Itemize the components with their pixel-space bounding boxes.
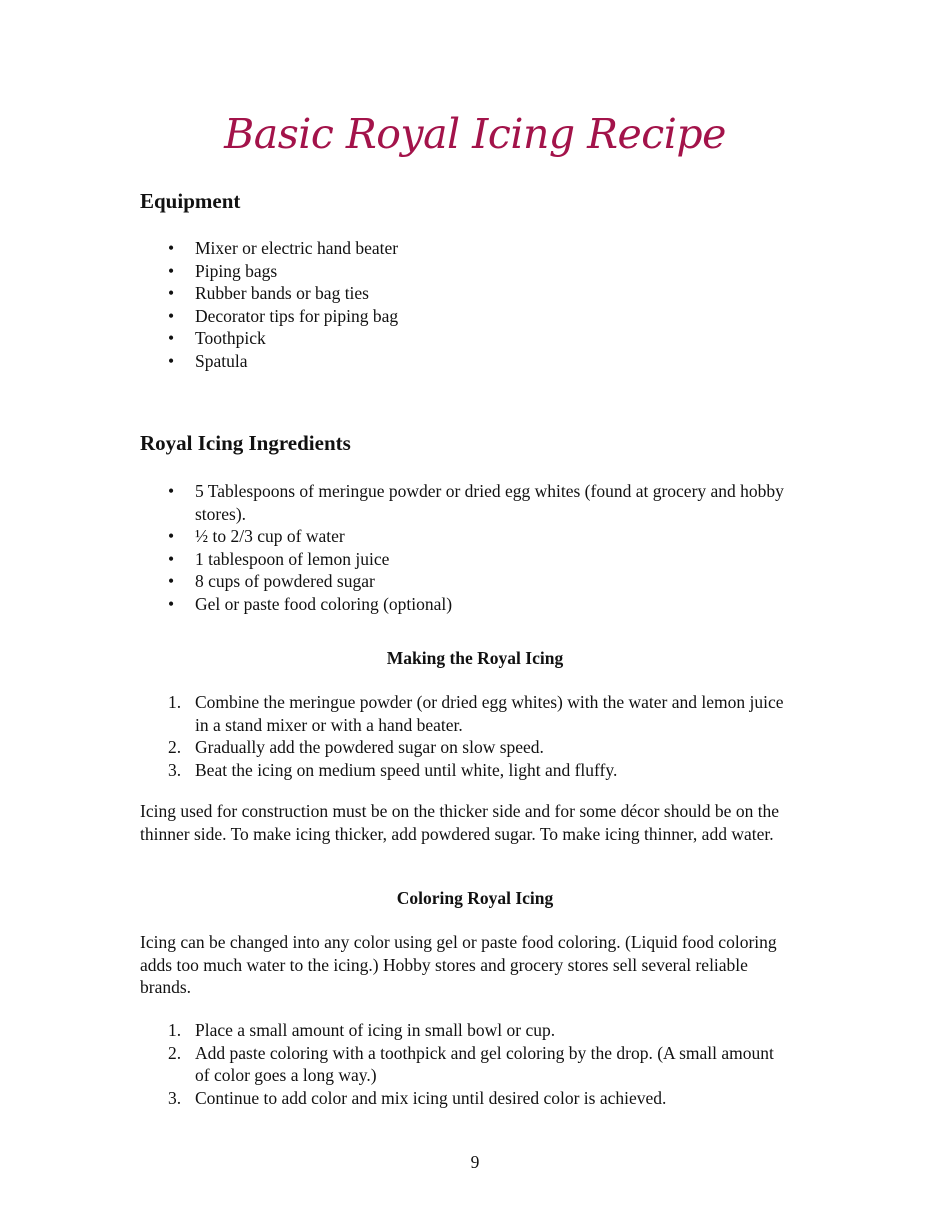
bullet-icon: • xyxy=(168,238,175,258)
step-number: 2. xyxy=(168,1042,182,1063)
page-title: Basic Royal Icing Recipe xyxy=(224,110,726,158)
list-item: • Gel or paste food coloring (optional) xyxy=(168,593,453,614)
list-item: 1. Place a small amount of icing in small bowl or cup. xyxy=(168,1020,556,1040)
step-number: 2. xyxy=(168,737,182,757)
bullet-icon: • xyxy=(168,526,175,546)
coloring-intro: Icing can be changed into any color using gel or paste food coloring. (Liquid food coloring adds too much water to the icing.) Hobby stores and grocery stores sell several reliable brands. xyxy=(140,932,777,997)
list-item: • Toothpick xyxy=(168,328,266,348)
list-item: 2. Gradually add the powdered sugar on slow speed. xyxy=(168,737,544,757)
consistency-note: Icing used for construction must be on the thicker side and for some décor should be on the thinner side. To make icing thicker, add powdered sugar. To make icing thinner, add water. xyxy=(140,801,780,844)
coloring-steps xyxy=(140,1019,785,1109)
list-item: • Decorator tips for piping bag xyxy=(168,305,399,326)
list-item: • Mixer or electric hand beater xyxy=(168,238,399,258)
bullet-icon: • xyxy=(168,260,175,281)
step-number: 3. xyxy=(168,759,182,780)
list-item: 3. Beat the icing on medium speed until white, light and fluffy. xyxy=(168,759,618,780)
bullet-icon: • xyxy=(168,305,175,326)
equipment-heading: Equipment xyxy=(140,189,241,213)
bullet-icon: • xyxy=(168,571,175,591)
list-item: • 8 cups of powdered sugar xyxy=(168,571,375,591)
list-item: • ½ to 2/3 cup of water xyxy=(168,526,345,546)
bullet-icon: • xyxy=(168,283,175,303)
list-item: 1. Combine the meringue powder (or dried egg whites) with the water and lemon juice in a stand mixer or with a hand beater. xyxy=(168,692,784,735)
ingredients-heading: Royal Icing Ingredients xyxy=(140,431,351,455)
coloring-heading: Coloring Royal Icing xyxy=(396,888,554,908)
ingredients-list xyxy=(140,480,785,615)
equipment-list xyxy=(140,237,785,372)
list-item: • Spatula xyxy=(168,350,248,371)
list-item: 2. Add paste coloring with a toothpick and gel coloring by the drop. (A small amount of color goes a long way.) xyxy=(168,1042,774,1085)
step-number: 1. xyxy=(168,692,182,712)
making-steps xyxy=(140,691,785,781)
bullet-icon: • xyxy=(168,548,175,569)
step-number: 1. xyxy=(168,1020,182,1040)
list-item: • 5 Tablespoons of meringue powder or dried egg whites (found at grocery and hobby stores). xyxy=(168,481,784,524)
page-number: 9 xyxy=(470,1152,480,1172)
bullet-icon: • xyxy=(168,328,175,348)
list-item: • Piping bags xyxy=(168,260,278,281)
bullet-icon: • xyxy=(168,481,175,501)
making-heading: Making the Royal Icing xyxy=(386,648,564,668)
list-item: • 1 tablespoon of lemon juice xyxy=(168,548,390,569)
bullet-icon: • xyxy=(168,350,175,371)
list-item: 3. Continue to add color and mix icing until desired color is achieved. xyxy=(168,1087,667,1108)
list-item: • Rubber bands or bag ties xyxy=(168,283,369,303)
step-number: 3. xyxy=(168,1087,182,1108)
bullet-icon: • xyxy=(168,593,175,614)
